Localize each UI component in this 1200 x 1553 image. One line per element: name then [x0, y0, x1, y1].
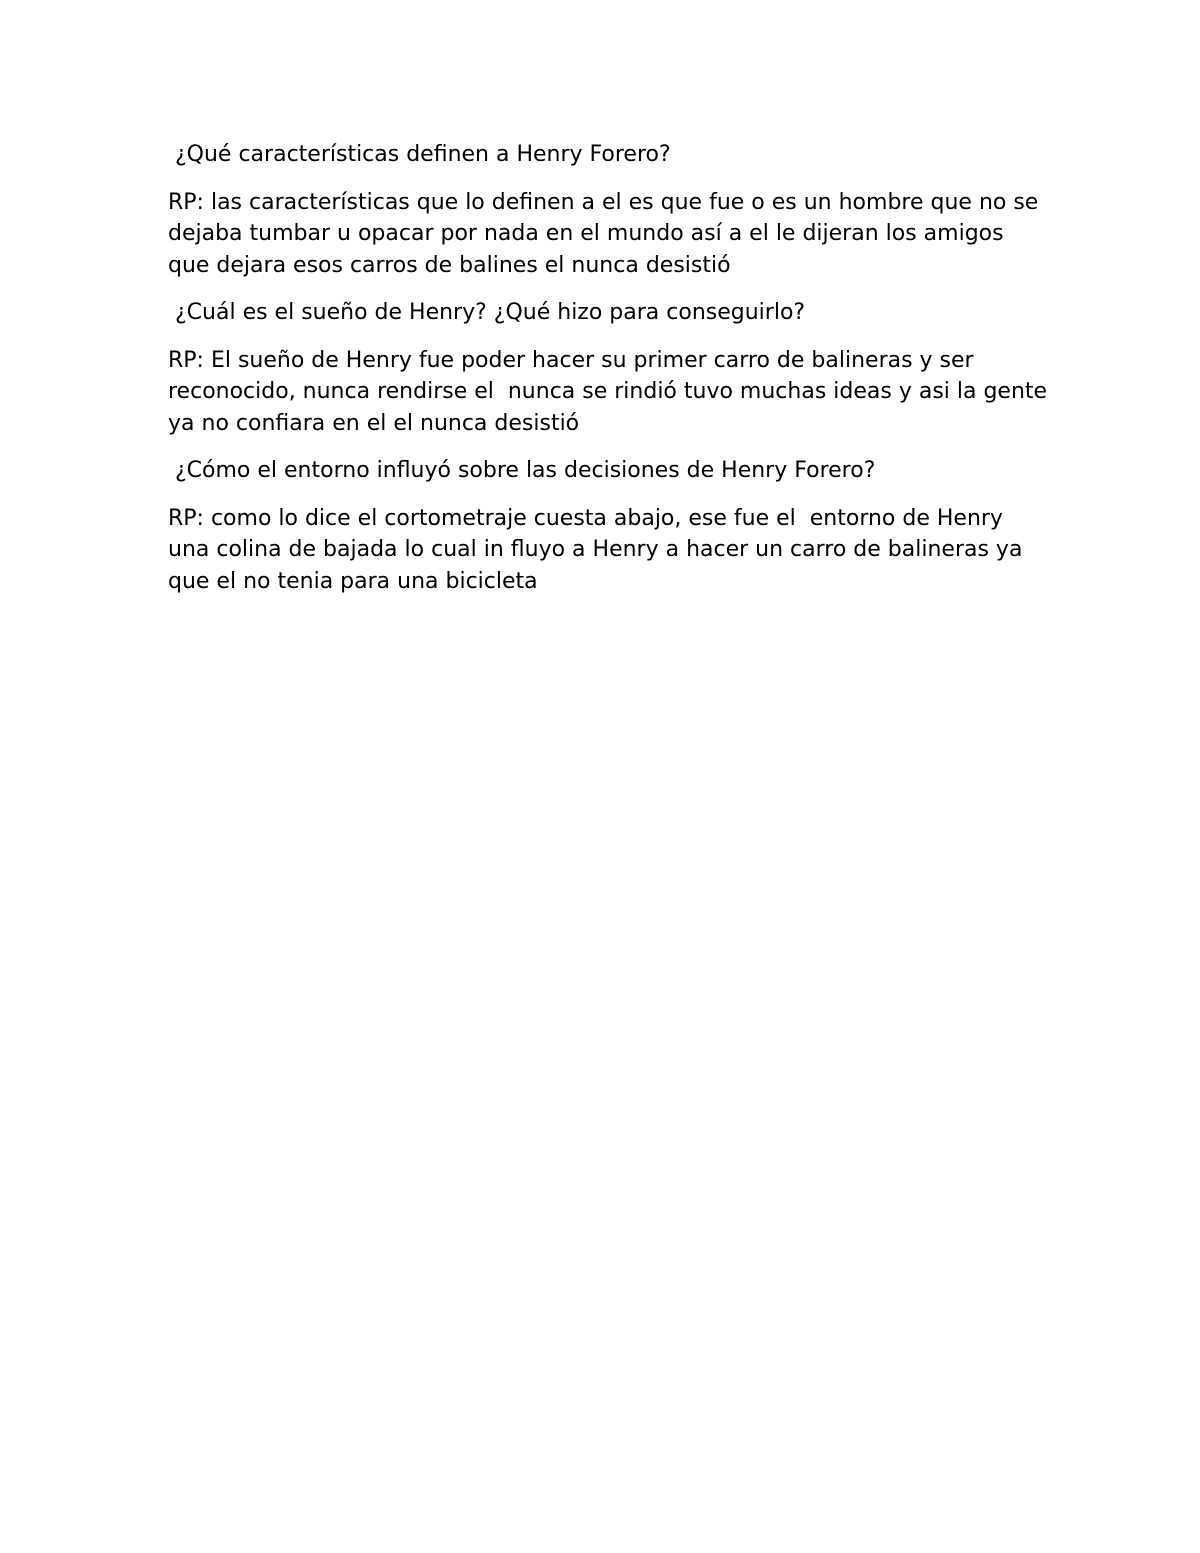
document-body [168, 139, 1055, 613]
answer-3: RP: como lo dice el cortometraje cuesta abajo, ese fue el entorno de Henry una colina de bajada lo cual in fluyo a Henry a hacer un carro de balineras ya que el no tenia para una bicicleta [168, 505, 1030, 594]
question-1: ¿Qué características definen a Henry Forero? [168, 142, 671, 167]
answer-2: RP: El sueño de Henry fue poder hacer su primer carro de balineras y ser reconocido, nunca rendirse el nunca se rindió tuvo muchas ideas y asi la gente ya no confiara en el el nunca desistió [168, 347, 1055, 436]
question-2: ¿Cuál es el sueño de Henry? ¿Qué hizo para conseguirlo? [168, 300, 806, 325]
answer-1: RP: las características que lo definen a el es que fue o es un hombre que no se dejaba tumbar u opacar por nada en el mundo así a el le dijeran los amigos que dejara esos carros de balines el nunca desistió [168, 189, 1046, 278]
question-3: ¿Cómo el entorno influyó sobre las decisiones de Henry Forero? [168, 458, 876, 483]
